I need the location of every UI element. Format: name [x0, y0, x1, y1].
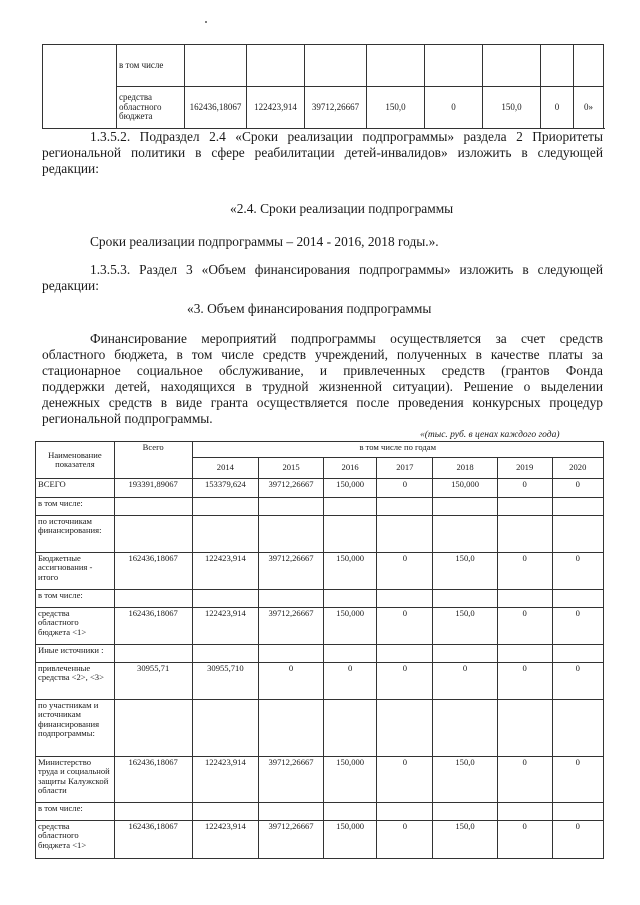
value-cell: 122423,914: [192, 757, 259, 803]
value-cell: [497, 645, 552, 663]
row-label: в том числе:: [36, 498, 115, 516]
paragraph-4-line-2: областного бюджета, в том числе средств учреждений, полученных в качестве платы за: [42, 347, 603, 362]
value-cell: [259, 645, 324, 663]
table-row: [36, 590, 604, 608]
top-cell: 122423,914: [247, 87, 305, 129]
header-indicator: Наименование показателя: [36, 442, 115, 479]
paragraph-3-line-2: редакции:: [42, 278, 99, 293]
value-cell: 39712,26667: [259, 479, 324, 498]
table-row: [36, 645, 604, 663]
value-cell: 0: [377, 479, 433, 498]
table-row: [36, 553, 604, 590]
value-cell: [497, 700, 552, 757]
value-cell: [114, 645, 192, 663]
value-cell: [377, 498, 433, 516]
value-cell: 122423,914: [192, 608, 259, 645]
value-cell: 150,000: [323, 553, 377, 590]
value-cell: [323, 590, 377, 608]
value-cell: [497, 498, 552, 516]
paragraph-4-line-3: стационарное социальное обслуживание, и привлеченных средств (грантов Фонда: [42, 363, 603, 378]
row-label: привлеченные средства <2>, <3>: [36, 663, 115, 700]
table-row: [36, 498, 604, 516]
header-year: 2015: [259, 458, 324, 479]
value-cell: [377, 516, 433, 553]
value-cell: 150,000: [323, 821, 377, 859]
paragraph-1-line-3: редакции:: [42, 161, 99, 176]
value-cell: 30955,710: [192, 663, 259, 700]
table-row: [36, 516, 604, 553]
top-cell: 162436,18067: [185, 87, 247, 129]
value-cell: [323, 498, 377, 516]
paragraph-4-line-4: поддержки детей, находящихся в трудной жизненной ситуации). Решение о выделении: [42, 379, 603, 394]
table-row: [36, 757, 604, 803]
value-cell: 0: [552, 553, 603, 590]
value-cell: [192, 590, 259, 608]
value-cell: [433, 700, 498, 757]
value-cell: [377, 700, 433, 757]
value-cell: 0: [377, 608, 433, 645]
row-label: ВСЕГО: [36, 479, 115, 498]
value-cell: [259, 498, 324, 516]
value-cell: [114, 700, 192, 757]
value-cell: [377, 645, 433, 663]
value-cell: [323, 516, 377, 553]
top-cell: 150,0: [483, 87, 541, 129]
value-cell: 150,000: [323, 608, 377, 645]
value-cell: [114, 590, 192, 608]
paragraph-1-line-1: 1.3.5.2. Подраздел 2.4 «Сроки реализации подпрограммы» раздела 2 Приоритеты: [90, 129, 603, 144]
table-row: [36, 700, 604, 757]
top-cell: 0: [425, 87, 483, 129]
top-row2-label: средства областного бюджета: [117, 87, 185, 129]
value-cell: [114, 803, 192, 821]
header-by-years: в том числе по годам: [192, 442, 604, 458]
header-year: 2016: [323, 458, 377, 479]
header-year: 2017: [377, 458, 433, 479]
paragraph-4-line-5: денежных средств в виде гранта осуществляется после проведения конкурсных процедур: [42, 395, 603, 410]
value-cell: [114, 498, 192, 516]
value-cell: 150,000: [323, 757, 377, 803]
value-cell: 0: [497, 757, 552, 803]
value-cell: 122423,914: [192, 553, 259, 590]
paragraph-2: Сроки реализации подпрограммы – 2014 - 2016, 2018 годы.».: [90, 234, 439, 249]
paragraph-4-line-1: Финансирование мероприятий подпрограммы осуществляется за счет средств: [90, 331, 603, 346]
value-cell: 162436,18067: [114, 821, 192, 859]
value-cell: [323, 645, 377, 663]
row-label: средства областного бюджета <1>: [36, 608, 115, 645]
value-cell: 150,0: [433, 757, 498, 803]
header-total: Всего: [114, 442, 192, 479]
value-cell: [377, 590, 433, 608]
heading-3: «3. Объем финансирования подпрограммы: [187, 301, 432, 316]
value-cell: 0: [323, 663, 377, 700]
value-cell: [497, 590, 552, 608]
value-cell: [377, 803, 433, 821]
value-cell: 0: [552, 821, 603, 859]
row-label: в том числе:: [36, 803, 115, 821]
value-cell: 0: [377, 821, 433, 859]
top-cell: 150,0: [367, 87, 425, 129]
heading-2-4: «2.4. Сроки реализации подпрограммы: [230, 201, 454, 216]
value-cell: 0: [433, 663, 498, 700]
value-cell: [323, 803, 377, 821]
value-cell: [114, 516, 192, 553]
top-table-fragment: [42, 44, 604, 129]
value-cell: 122423,914: [192, 821, 259, 859]
value-cell: 39712,26667: [259, 757, 324, 803]
table-row: [36, 608, 604, 645]
value-cell: [552, 516, 603, 553]
value-cell: 150,0: [433, 608, 498, 645]
value-cell: 0: [497, 663, 552, 700]
top-row1-label: в том числе: [117, 45, 185, 87]
paragraph-1-line-2: региональной политики в сфере реабилитации детей-инвалидов» изложить в следующей: [42, 145, 603, 160]
value-cell: 0: [552, 663, 603, 700]
row-label: средства областного бюджета <1>: [36, 821, 115, 859]
value-cell: [433, 590, 498, 608]
value-cell: 39712,26667: [259, 608, 324, 645]
value-cell: 0: [497, 608, 552, 645]
value-cell: 162436,18067: [114, 553, 192, 590]
value-cell: [192, 645, 259, 663]
row-label: Иные источники :: [36, 645, 115, 663]
value-cell: [192, 498, 259, 516]
value-cell: [259, 516, 324, 553]
value-cell: 0: [497, 553, 552, 590]
paragraph-3-line-1: 1.3.5.3. Раздел 3 «Объем финансирования подпрограммы» изложить в следующей: [90, 262, 603, 277]
value-cell: [552, 803, 603, 821]
top-cell: 39712,26667: [305, 87, 367, 129]
value-cell: [552, 590, 603, 608]
header-year: 2014: [192, 458, 259, 479]
value-cell: 30955,71: [114, 663, 192, 700]
value-cell: 162436,18067: [114, 757, 192, 803]
value-cell: [433, 516, 498, 553]
value-cell: 162436,18067: [114, 608, 192, 645]
financing-table: [35, 441, 604, 859]
value-cell: [192, 516, 259, 553]
value-cell: 0: [497, 821, 552, 859]
value-cell: 39712,26667: [259, 553, 324, 590]
value-cell: [433, 498, 498, 516]
row-label: Министерство труда и социальной защиты Калужской области: [36, 757, 115, 803]
table-row: [36, 663, 604, 700]
value-cell: 0: [259, 663, 324, 700]
financing-table-body: [36, 479, 604, 859]
value-cell: 0: [497, 479, 552, 498]
table-row: [36, 479, 604, 498]
row-label: по участникам и источникам финансирования подпрограммы:: [36, 700, 115, 757]
row-label: по источникам финансирования:: [36, 516, 115, 553]
value-cell: 150,000: [323, 479, 377, 498]
value-cell: 0: [377, 553, 433, 590]
value-cell: 150,0: [433, 553, 498, 590]
scan-speck: [205, 21, 207, 23]
value-cell: 150,0: [433, 821, 498, 859]
value-cell: [259, 803, 324, 821]
value-cell: [259, 590, 324, 608]
value-cell: 0: [552, 757, 603, 803]
value-cell: [552, 700, 603, 757]
value-cell: [192, 700, 259, 757]
unit-note: «(тыс. руб. в ценах каждого года): [420, 430, 560, 440]
top-cell: 0: [541, 87, 574, 129]
value-cell: 0: [377, 757, 433, 803]
value-cell: [497, 516, 552, 553]
value-cell: 150,000: [433, 479, 498, 498]
header-year: 2020: [552, 458, 603, 479]
value-cell: [552, 498, 603, 516]
table-row: [36, 821, 604, 859]
header-year: 2019: [497, 458, 552, 479]
paragraph-4-line-6: региональной подпрограммы.: [42, 411, 213, 426]
value-cell: [433, 645, 498, 663]
value-cell: 0: [377, 663, 433, 700]
header-year: 2018: [433, 458, 498, 479]
value-cell: 0: [552, 479, 603, 498]
top-table-empty-cell: [43, 45, 117, 129]
value-cell: [192, 803, 259, 821]
value-cell: 153379,624: [192, 479, 259, 498]
top-cell: 0»: [574, 87, 604, 129]
value-cell: [433, 803, 498, 821]
value-cell: [497, 803, 552, 821]
row-label: Бюджетные ассигнования - итого: [36, 553, 115, 590]
value-cell: 193391,89067: [114, 479, 192, 498]
value-cell: [259, 700, 324, 757]
value-cell: [323, 700, 377, 757]
value-cell: 39712,26667: [259, 821, 324, 859]
value-cell: [552, 645, 603, 663]
value-cell: 0: [552, 608, 603, 645]
row-label: в том числе:: [36, 590, 115, 608]
table-row: [36, 803, 604, 821]
